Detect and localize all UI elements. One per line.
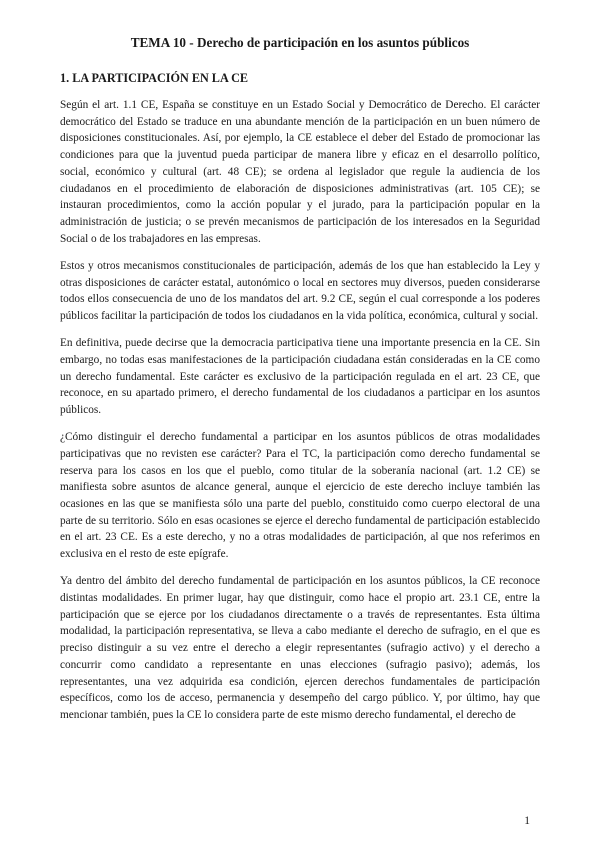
section-heading: 1. LA PARTICIPACIÓN EN LA CE: [60, 71, 249, 85]
document-body: [60, 97, 540, 734]
page-number: 1: [524, 815, 530, 827]
paragraph: En definitiva, puede decirse que la democracia participativa tiene una importante presencia en la CE. Sin embargo, no todas esas manifestaciones de la participación ciudadana están consideradas en la CE como un derecho fundamental. Este carácter es exclusivo de la participación regulada en el art. 23 CE, que reconoce, en su apartado primero, el derecho fundamental de los ciudadanos a participar en los asuntos públicos.: [60, 337, 540, 416]
paragraph: ¿Cómo distinguir el derecho fundamental a participar en los asuntos públicos de otras modalidades participativas que no revisten ese carácter? Para el TC, la participación como derecho fundamental se reserva para los casos en los que el pueblo, como titular de la soberanía nacional (art. 1.2 CE) se manifiesta sobre asuntos de alcance general, aunque el ejercicio de este derecho incluye también las ocasiones en las que se manifiesta sólo una parte del pueblo, constituido como cuerpo electoral de una parte de su territorio. Sólo en esas ocasiones se ejerce el derecho fundamental de participación establecido en el art. 23 CE. Es a este derecho, y no a otras modalidades de participación, al que nos referimos en exclusiva en el resto de este epígrafe.: [60, 431, 540, 561]
paragraph: Ya dentro del ámbito del derecho fundamental de participación en los asuntos públicos, la CE reconoce distintas modalidades. En primer lugar, hay que distinguir, como hace el propio art. 23.1 CE, entre la participación que se ejerce por los ciudadanos directamente o a través de representantes. Esta última modalidad, la participación representativa, se lleva a cabo mediante el derecho de sufragio, en el que es preciso distinguir a su vez entre el derecho a elegir representantes (sufragio activo) y el derecho a concurrir como candidato a representante en unas elecciones (sufragio pasivo); además, los representantes, una vez adquirida esa condición, ejercen derechos fundamentales de participación específicos, como los de acceso, permanencia y desempeño del cargo público. Y, por último, hay que mencionar también, pues la CE lo considera parte de este mismo derecho fundamental, el derecho de: [60, 575, 540, 721]
paragraph: Según el art. 1.1 CE, España se constituye en un Estado Social y Democrático de Derecho. El carácter democrático del Estado se traduce en una abundante mención de la participación en un buen número de disposiciones constitucionales. Así, por ejemplo, la CE establece el deber del Estado de promocionar las condiciones para que la juventud pueda participar de manera libre y eficaz en el desarrollo político, social, económico y cultural (art. 48 CE); se ordena al legislador que regule la audiencia de los ciudadanos en el procedimiento de elaboración de disposiciones administrativas (art. 105 CE); se instauran procedimientos, como la acción popular y el jurado, para la participación popular en la administración de justicia; o se prevén mecanismos de participación de los interesados en la Seguridad Social o de los trabajadores en las empresas.: [60, 99, 540, 245]
document-title: TEMA 10 - Derecho de participación en los asuntos públicos: [130, 35, 470, 50]
paragraph: Estos y otros mecanismos constitucionales de participación, además de los que han establecido la Ley y otras disposiciones de carácter estatal, autonómico o local en sectores muy diversos, pueden considerarse todos ellos consecuencia de uno de los mandatos del art. 9.2 CE, según el cual corresponde a los poderes públicos facilitar la participación de todos los ciudadanos en la vida política, económica, cultural y social.: [60, 259, 540, 322]
